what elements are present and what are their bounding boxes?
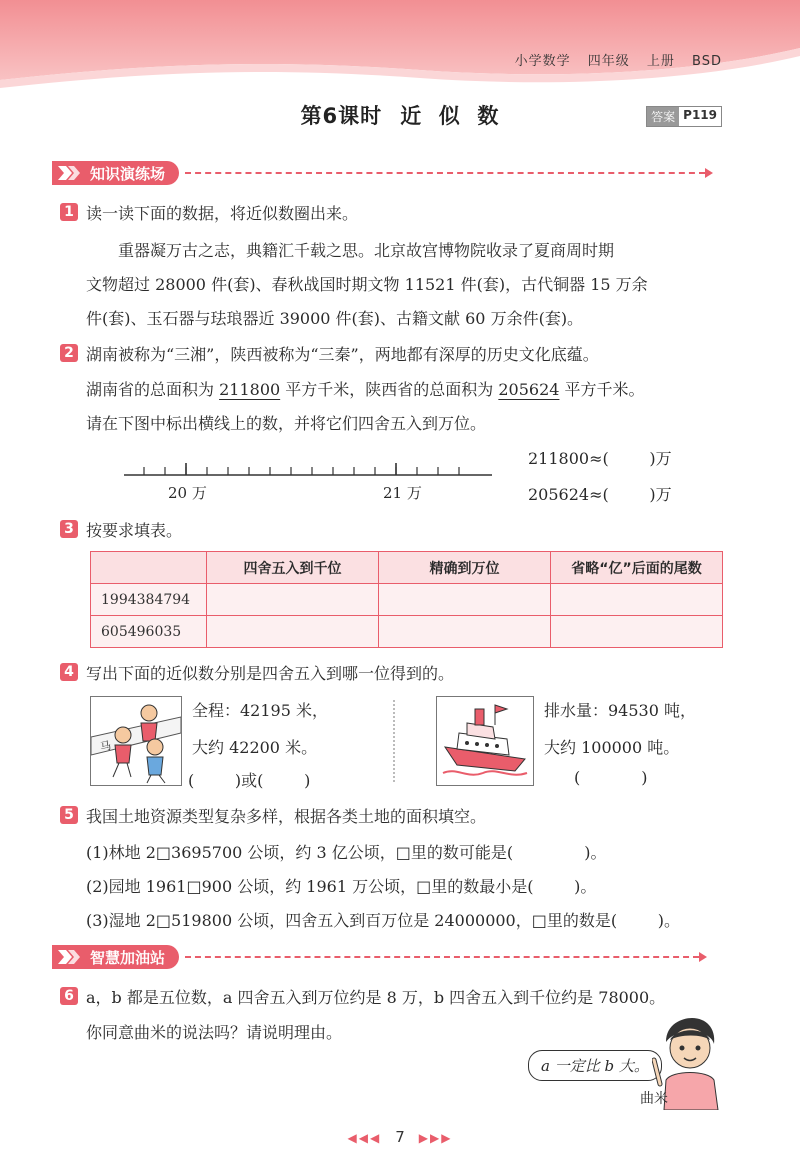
next-arrows-icon: ▶▶▶ (418, 1131, 453, 1145)
q3-prompt: 按要求填表。 (86, 521, 183, 540)
table-row-number: 605496035 (91, 616, 207, 648)
answer-page: P119 (683, 108, 717, 122)
q4-right-answer: ( ) (574, 768, 648, 787)
q2-line-3: 请在下图中标出横线上的数，并将它们四舍五入到万位。 (86, 414, 487, 433)
q2-answer-2: 205624≈( )万 (528, 485, 672, 504)
q6-line-1: a，b 都是五位数，a 四舍五入到万位约是 8 万，b 四舍五入到千位约是 78000。 (86, 988, 666, 1007)
table-row (91, 616, 723, 648)
volume: 上册 (646, 54, 675, 69)
header-band (0, 0, 800, 90)
q5-sub-2: (2)园地 1961□900 公顷，约 1961 万公顷，□里的数最小是( )。 (86, 877, 597, 896)
answer-reference (646, 106, 722, 127)
q2-answer-1: 211800≈( )万 (528, 449, 672, 468)
q5-sub-1: (1)林地 2□3695700 公顷，约 3 亿公顷，□里的数可能是( )。 (86, 843, 607, 862)
question-number-2: 2 (60, 344, 78, 362)
q4-left-line-2: 大约 42200 米。 (192, 738, 318, 757)
question-number-4: 4 (60, 663, 78, 681)
q6-line-2: 你同意曲米的说法吗？请说明理由。 (86, 1023, 343, 1042)
section-wisdom-title: 智慧加油站 (90, 948, 166, 967)
arrow-icon (56, 163, 86, 183)
lesson-number: 第6课时 (300, 104, 383, 128)
q1-passage-line-1: 重器凝万古之志，典籍汇千载之思。北京故宫博物院收录了夏商周时期 (118, 241, 615, 260)
question-number-1: 1 (60, 203, 78, 221)
question-number-3: 3 (60, 520, 78, 538)
fill-table (90, 551, 723, 648)
tick-label-20w: 20 万 (168, 484, 207, 502)
answer-label: 答案 (647, 107, 679, 126)
number-line (120, 455, 500, 485)
table-row-number: 1994384794 (91, 584, 207, 616)
subject: 小学数学 (514, 54, 571, 69)
divider (393, 700, 395, 782)
q1-prompt: 读一读下面的数据，将近似数圈出来。 (86, 204, 359, 223)
table-header-row (91, 552, 723, 584)
svg-text:马: 马 (98, 738, 113, 754)
ship-illustration (436, 696, 534, 786)
q4-left-line-1: 全程：42195 米， (192, 701, 328, 720)
section-wisdom (52, 944, 707, 970)
q4-prompt: 写出下面的近似数分别是四舍五入到哪一位得到的。 (86, 664, 455, 683)
edition: BSD (692, 54, 722, 69)
q4-right-line-1: 排水量：94530 吨， (544, 701, 696, 720)
answer-cell[interactable] (207, 616, 379, 648)
answer-cell[interactable] (379, 584, 551, 616)
q1-passage-line-3: 件(套)、玉石器与珐琅器近 39000 件(套)、古籍文献 60 万余件(套)。 (86, 309, 584, 328)
grade: 四年级 (587, 54, 630, 69)
lesson-title: 近 似 数 (400, 104, 500, 128)
q4-left-answer: ( )或( ) (188, 771, 311, 790)
page-footer (0, 1128, 800, 1146)
question-number-6: 6 (60, 987, 78, 1005)
runners-illustration (90, 696, 182, 786)
table-header-cell: 精确到万位 (379, 552, 551, 584)
arrow-icon (56, 947, 86, 967)
table-row (91, 584, 723, 616)
speaker-name: 曲米 (640, 1091, 668, 1107)
table-header-cell: 四舍五入到千位 (207, 552, 379, 584)
answer-cell[interactable] (207, 584, 379, 616)
q4-right-line-2: 大约 100000 吨。 (544, 738, 680, 757)
area-hunan: 211800 (219, 380, 281, 399)
answer-cell[interactable] (551, 584, 723, 616)
speech-bubble: a 一定比 b 大。 (528, 1050, 662, 1081)
prev-arrows-icon: ◀◀◀ (347, 1131, 382, 1145)
table-header-cell: 省略“亿”后面的尾数 (551, 552, 723, 584)
q2-line-2: 湖南省的总面积为 211800 平方千米，陕西省的总面积为 205624 平方千米。 (86, 380, 645, 399)
answer-cell[interactable] (379, 616, 551, 648)
page-number: 7 (395, 1128, 405, 1146)
section-practice-title: 知识演练场 (90, 164, 166, 183)
book-info (503, 50, 722, 69)
tick-label-21w: 21 万 (383, 484, 422, 502)
q5-sub-3: (3)湿地 2□519800 公顷，四舍五入到百万位是 24000000，□里的数是( )。 (86, 911, 681, 930)
question-number-5: 5 (60, 806, 78, 824)
q5-prompt: 我国土地资源类型复杂多样，根据各类土地的面积填空。 (86, 807, 487, 826)
answer-cell[interactable] (551, 616, 723, 648)
q2-line-1: 湖南被称为“三湘”，陕西被称为“三秦”，两地都有深厚的历史文化底蕴。 (86, 345, 599, 364)
q1-passage-line-2: 文物超过 28000 件(套)、春秋战国时期文物 11521 件(套)，古代铜器 15 万余 (86, 275, 648, 294)
area-shaanxi: 205624 (498, 380, 560, 399)
section-practice (52, 160, 713, 186)
table-header-cell (91, 552, 207, 584)
